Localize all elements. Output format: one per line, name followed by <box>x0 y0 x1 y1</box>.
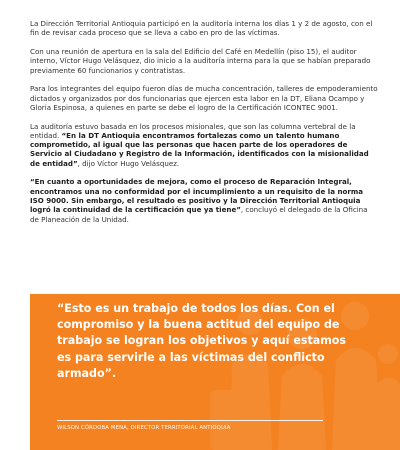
paragraph-intro: La Dirección Territorial Antioquia participó en la auditoría interna los días 1 y 2 de agosto, con el fin de revisar cada proceso que se lleva a cabo en pro de las víctimas. <box>30 19 373 38</box>
article-body <box>30 19 378 233</box>
quote-divider <box>57 420 323 421</box>
auditor-quote-improvement: “En cuanto a oportunidades de mejora, como el proceso de Reparación Integral, encontramos una no conformidad por el incumplimiento a un requisito de la norma ISO 9000. Sin embargo, el resultado es positivo y la Dirección Territorial Antioquia logró la continuidad de la certificación que ya tiene” <box>30 177 364 215</box>
pull-quote-box <box>30 294 400 450</box>
paragraph-opening-meeting: Con una reunión de apertura en la sala del Edificio del Café en Medellín (piso 15), el auditor interno, Víctor Hugo Velásquez, dio inicio a la auditoría interna para la que se habían preparado previamente 60 funcionarios y contratistas. <box>30 46 371 75</box>
quote-attribution: WILSON CÓRDOBA MENA, DIRECTOR TERRITORIAL ANTIOQUIA <box>57 425 231 431</box>
paragraph-improvement-end: , concluyó el delegado de la Oficina de Planeación de la Unidad. <box>30 205 368 224</box>
pull-quote-text: “Esto es un trabajo de todos los días. Con el compromiso y la buena actitud del equipo de trabajo se logran los objetivos y aquí estamos es para servirle a las víctimas del conflicto armado”. <box>57 302 347 380</box>
paragraph-audit-strengths-end: , dijo Víctor Hugo Velásquez. <box>77 158 180 168</box>
paragraph-audit-strengths-lead: La auditoría estuvo basada en los procesos misionales, que son las columna vertebral de la entidad. <box>30 121 356 140</box>
auditor-quote-strengths: “En la DT Antioquia encontramos fortalezas como un talento humano comprometido, al igual que las personas que hacen parte de los operadores de Servicio al Ciudadano y Registro de la Información, identificados con la misionalidad de entidad” <box>30 130 369 168</box>
paragraph-team: Para los integrantes del equipo fueron días de mucha concentración, talleres de empoderamiento dictados y organizados por dos funcionarias que ejercen esta labor en la DT, Eliana Ocampo y Gloria Espinosa, a quienes en parte se debe el logro de la Certificación ICONTEC 9001. <box>30 84 378 112</box>
paragraph-audit-strengths <box>30 122 378 168</box>
paragraph-improvement <box>30 177 378 223</box>
